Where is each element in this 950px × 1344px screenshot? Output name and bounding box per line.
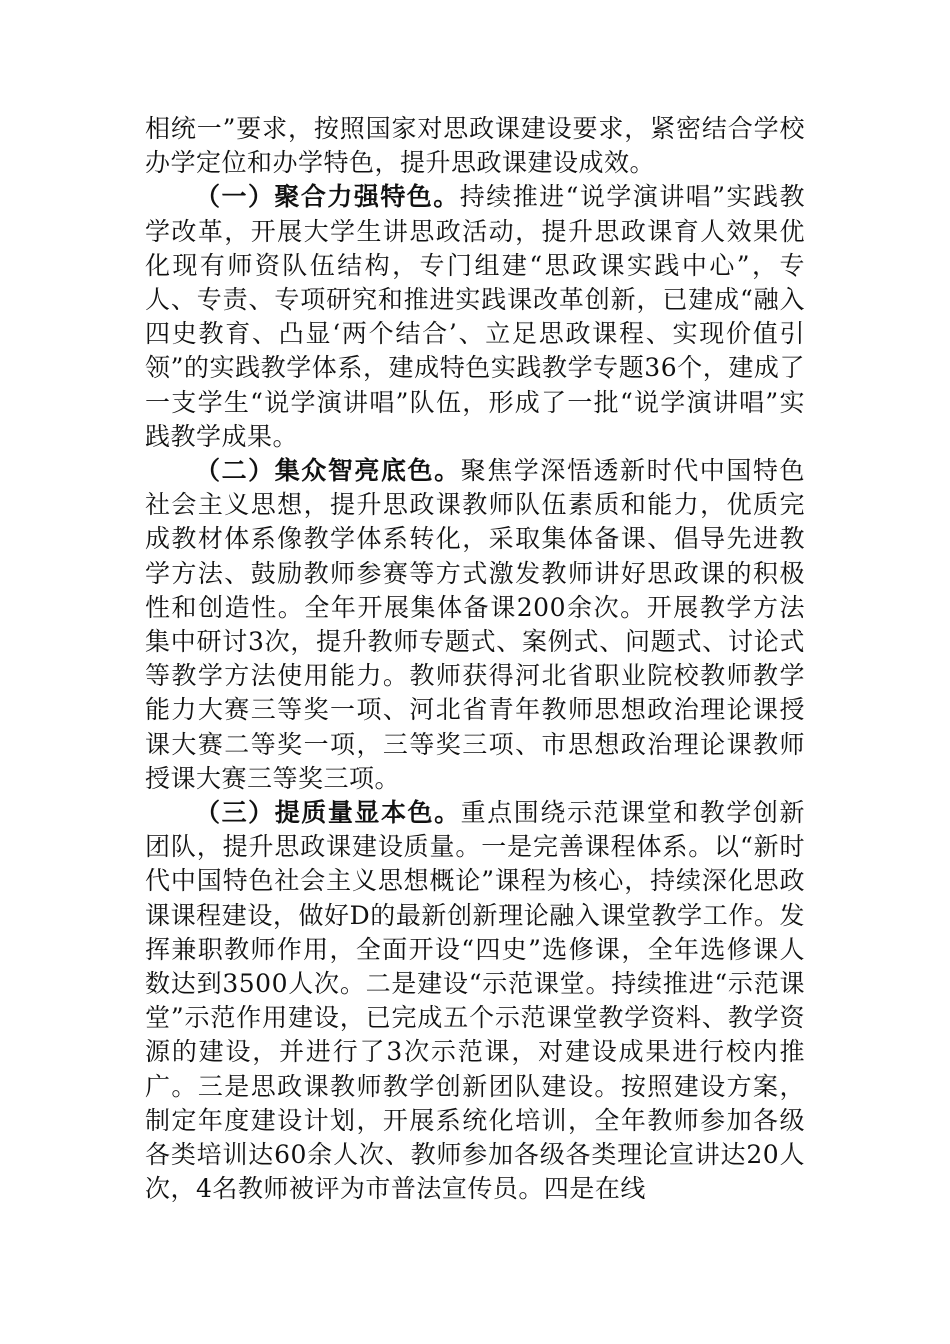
paragraph-intro xyxy=(145,112,805,180)
document-page xyxy=(145,112,805,1207)
paragraph-text: 重点围绕示范课堂和教学创新团队，提升思政课建设质量。一是完善课程体系。以“新时代中国特色社会主义思想概论”课程为核心，持续深化思政课课程建设，做好D的最新创新理论融入课堂教学工作。发挥兼职教师作用，全面开设“四史”选修课，全年选修课人数达到3500人次。二是建设“示范课堂。持续推进“示范课堂”示范作用建设，已完成五个示范课堂教学资料、教学资源的建设，并进行了3次示范课，对建设成果进行校内推广。三是思政课教师教学创新团队建设。按照建设方案，制定年度建设计划，开展系统化培训，全年教师参加各级各类培训达60余人次、教师参加各级各类理论宣讲达20人次，4名教师被评为市普法宣传员。四是在线 xyxy=(145,798,805,1204)
section-heading: （二）集众智亮底色。 xyxy=(195,456,461,486)
paragraph-section-2 xyxy=(145,454,805,796)
section-heading: （一）聚合力强特色。 xyxy=(195,182,460,212)
paragraph-section-1 xyxy=(145,180,805,454)
paragraph-text: 聚焦学深悟透新时代中国特色社会主义思想，提升思政课教师队伍素质和能力，优质完成教材体系像教学体系转化，采取集体备课、倡导先进教学方法、鼓励教师参赛等方式激发教师讲好思政课的积极性和创造性。全年开展集体备课200余次。开展教学方法集中研讨3次，提升教师专题式、案例式、问题式、讨论式等教学方法使用能力。教师获得河北省职业院校教师教学能力大赛三等奖一项、河北省青年教师思想政治理论课授课大赛二等奖一项，三等奖三项、市思想政治理论课教师授课大赛三等奖三项。 xyxy=(145,456,805,793)
paragraph-text: 相统一”要求，按照国家对思政课建设要求，紧密结合学校办学定位和办学特色，提升思政课建设成效。 xyxy=(145,114,805,178)
paragraph-section-3 xyxy=(145,796,805,1206)
paragraph-text: 持续推进“说学演讲唱”实践教学改革，开展大学生讲思政活动，提升思政课育人效果优化现有师资队伍结构，专门组建“思政课实践中心”，专人、专责、专项研究和推进实践课改革创新，已建成“融入四史教育、凸显‘两个结合’、立足思政课程、实现价值引领”的实践教学体系，建成特色实践教学专题36个，建成了一支学生“说学演讲唱”队伍，形成了一批“说学演讲唱”实践教学成果。 xyxy=(145,182,805,451)
section-heading: （三）提质量显本色。 xyxy=(195,798,461,828)
